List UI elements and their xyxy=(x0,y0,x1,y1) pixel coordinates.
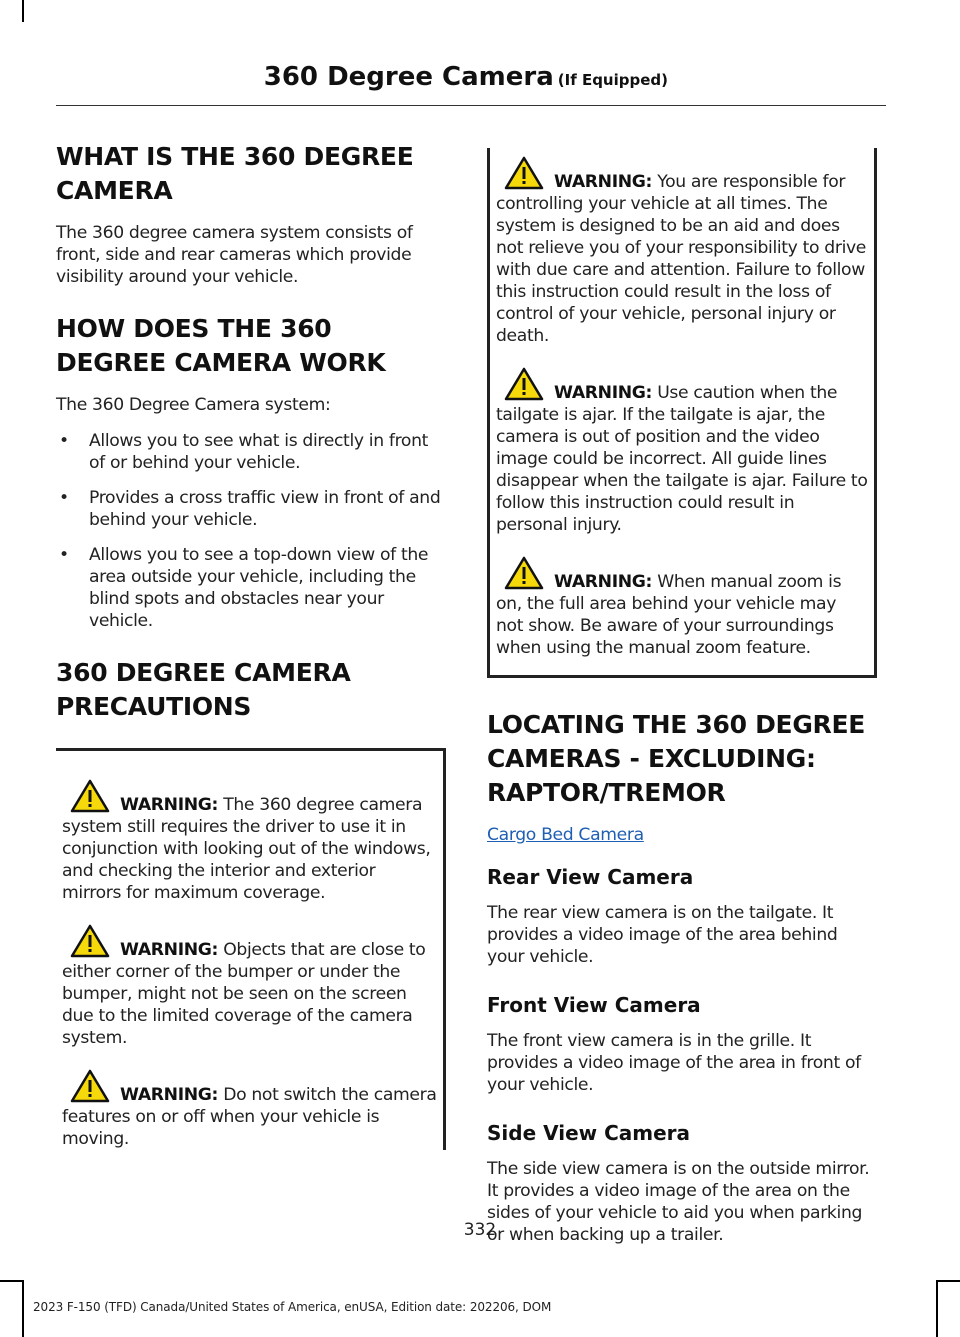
page-header xyxy=(264,62,668,92)
warning-item xyxy=(62,779,437,904)
list-item: • Provides a cross traffic view in front of and behind your vehicle. xyxy=(59,488,441,530)
warning-text: You are responsible for controlling your vehicle at all times. The system is designed to be an aid and does not relieve you of your responsibility to drive with due care and attention. Failure to follow this instruction could result in the loss of control of your vehicle, personal injury or death. xyxy=(496,172,867,346)
section-heading-precautions: 360 DEGREE CAMERA PRECAUTIONS xyxy=(56,658,351,721)
bullet-marker: • xyxy=(59,431,69,451)
warning-label: WARNING: xyxy=(120,940,219,960)
bullet-marker: • xyxy=(59,545,69,565)
subheading-rear-view: Rear View Camera xyxy=(487,865,694,889)
warning-text: When manual zoom is on, the full area behind your vehicle may not show. Be aware of your surroundings when using the manual zoom feature. xyxy=(496,572,842,658)
body-side-view: The side view camera is on the outside mirror. It provides a video image of the area on the sides of your vehicle to aid you when parking or when backing up a trailer. xyxy=(487,1159,870,1245)
warning-box-left xyxy=(56,748,446,1150)
subheading-side-view: Side View Camera xyxy=(487,1121,691,1145)
crop-mark-bottom-right xyxy=(938,1280,960,1282)
warning-item xyxy=(496,156,868,347)
list-item: • Allows you to see what is directly in front of or behind your vehicle. xyxy=(59,431,429,473)
body-front-view: The front view camera is in the grille. It provides a video image of the area in front of your vehicle. xyxy=(487,1031,861,1095)
warning-label: WARNING: xyxy=(554,572,653,592)
bullet-marker: • xyxy=(59,488,69,508)
crop-mark-bottom-left xyxy=(0,1280,22,1282)
section-heading-locating: LOCATING THE 360 DEGREE CAMERAS - EXCLUDING: RAPTOR/TREMOR xyxy=(487,710,866,807)
page-title: 360 Degree Camera xyxy=(263,62,554,92)
section-intro-how-works: The 360 Degree Camera system: xyxy=(56,395,331,415)
crop-mark-bottom-right-v xyxy=(936,1280,938,1337)
page-subtitle: (If Equipped) xyxy=(557,71,668,89)
warning-triangle-icon xyxy=(70,1069,110,1103)
warning-triangle-icon xyxy=(504,367,544,401)
warning-label: WARNING: xyxy=(120,795,219,815)
warning-triangle-icon xyxy=(70,924,110,958)
warning-item xyxy=(496,556,868,659)
warning-label: WARNING: xyxy=(120,1085,219,1105)
warning-triangle-icon xyxy=(70,779,110,813)
list-item: • Allows you to see a top-down view of the area outside your vehicle, including the blind spots and obstacles near your vehicle. xyxy=(59,545,429,631)
section-heading-what-is: WHAT IS THE 360 DEGREE CAMERA xyxy=(56,142,414,205)
warning-label: WARNING: xyxy=(554,172,653,192)
warning-item xyxy=(62,1069,437,1150)
section-body-what-is: The 360 degree camera system consists of front, side and rear cameras which provide visibility around your vehicle. xyxy=(56,223,413,287)
warning-box-right xyxy=(487,148,877,678)
warning-triangle-icon xyxy=(504,556,544,590)
footer-edition: 2023 F-150 (TFD) Canada/United States of America, enUSA, Edition date: 202206, DOM xyxy=(33,1300,552,1314)
left-column xyxy=(56,140,446,1180)
page-number: 332 xyxy=(463,1220,497,1240)
warning-item xyxy=(496,367,868,536)
warning-item xyxy=(62,924,437,1049)
right-column xyxy=(487,148,877,1270)
warning-text: Objects that are close to either corner of the bumper or under the bumper, might not be seen on the screen due to the limited coverage of the camera system. xyxy=(62,940,426,1048)
warning-text: The 360 degree camera system still requires the driver to use it in conjunction with looking out of the windows, and checking the interior and exterior mirrors for maximum coverage. xyxy=(62,795,431,903)
crop-mark-top-left xyxy=(22,0,24,22)
cross-reference xyxy=(487,824,877,846)
warning-text: Use caution when the tailgate is ajar. If the tailgate is ajar, the camera is out of position and the video image could be incorrect. All guide lines disappear when the tailgate is ajar. Failure to follow this instruction could result in personal injury. xyxy=(496,383,868,535)
feature-list xyxy=(56,430,446,632)
section-heading-how-works: HOW DOES THE 360 DEGREE CAMERA WORK xyxy=(56,314,386,377)
body-rear-view: The rear view camera is on the tailgate. It provides a video image of the area behind your vehicle. xyxy=(487,903,838,967)
warning-label: WARNING: xyxy=(554,383,653,403)
cargo-bed-camera-link[interactable]: Cargo Bed Camera xyxy=(487,825,644,845)
subheading-front-view: Front View Camera xyxy=(487,993,701,1017)
warning-triangle-icon xyxy=(504,156,544,190)
warning-text: Do not switch the camera features on or off when your vehicle is moving. xyxy=(62,1085,437,1149)
crop-mark-bottom-left-v xyxy=(22,1280,24,1337)
header-rule xyxy=(56,105,886,106)
